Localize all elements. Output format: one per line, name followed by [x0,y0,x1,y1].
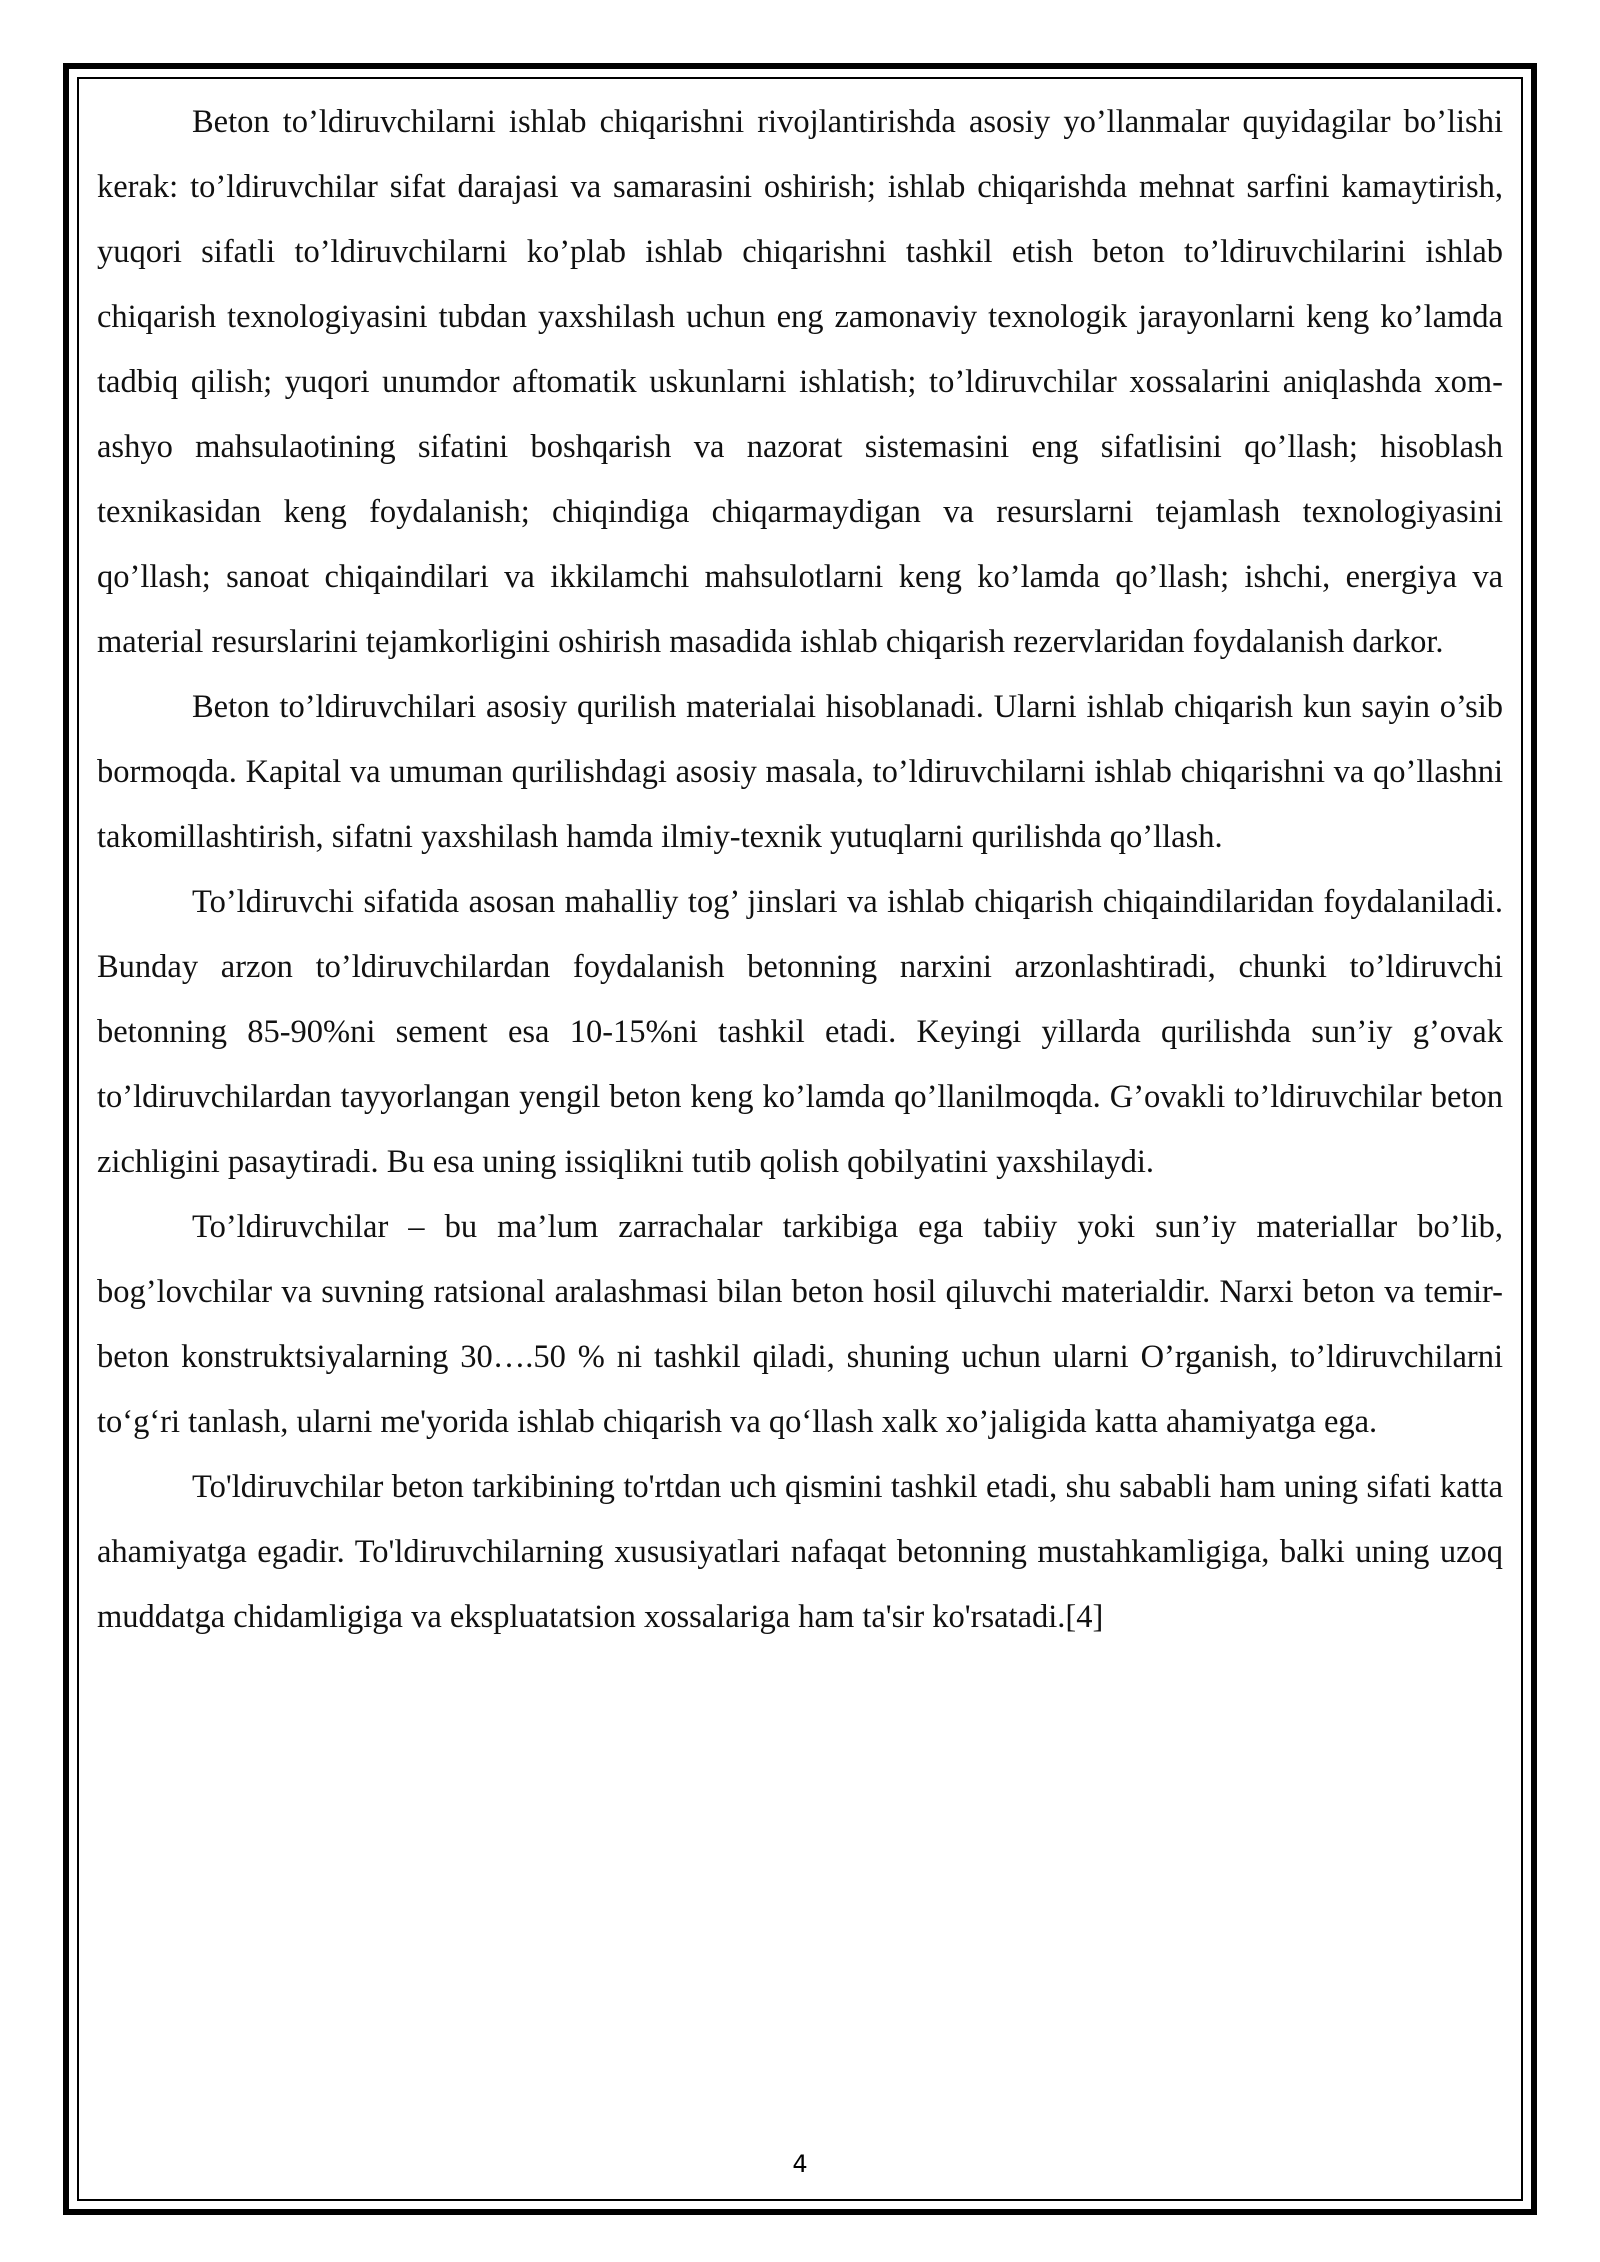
document-body [97,90,1503,1650]
paragraph: To’ldiruvchilar – bu ma’lum zarrachalar tarkibiga ega tabiiy yoki sun’iy materiallar bo’lib, bog’lovchilar va suvning ratsional aralashmasi bilan beton hosil qiluvchi materialdir. Narxi beton va temir-beton konstruktsiyalarning 30….50 % ni tashkil qiladi, shuning uchun ularni O’rganish, to’ldiruvchilarni to‘g‘ri tanlash, ularni me'yorida ishlab chiqarish va qo‘llash xalk xo’jaligida katta ahamiyatga ega. [97,1209,1503,1440]
paragraph: Beton to’ldiruvchilari asosiy qurilish materialai hisoblanadi. Ularni ishlab chiqarish kun sayin o’sib bormoqda. Kapital va umuman qurilishdagi asosiy masala, to’ldiruvchilarni ishlab chiqarishni va qo’llashni takomillashtirish, sifatni yaxshilash hamda ilmiy-texnik yutuqlarni qurilishda qo’llash. [97,689,1503,855]
paragraph: To’ldiruvchi sifatida asosan mahalliy tog’ jinslari va ishlab chiqarish chiqaindilaridan foydalaniladi. Bunday arzon to’ldiruvchilardan foydalanish betonning narxini arzonlashtiradi, chunki to’ldiruvchi betonning 85-90%ni sement esa 10-15%ni tashkil etadi. Keyingi yillarda qurilishda sun’iy g’ovak to’ldiruvchilardan tayyorlangan yengil beton keng ko’lamda qo’llanilmoqda. G’ovakli to’ldiruvchilar beton zichligini pasaytiradi. Bu esa uning issiqlikni tutib qolish qobilyatini yaxshilaydi. [97,884,1503,1180]
page-number: 4 [792,2150,808,2178]
paragraph: To'ldiruvchilar beton tarkibining to'rtdan uch qismini tashkil etadi, shu sababli ham uning sifati katta ahamiyatga egadir. To'ldiruvchilarning xususiyatlari nafaqat betonning mustahkamligiga, balki uning uzoq muddatga chidamligiga va ekspluatatsion xossalariga ham ta'sir ko'rsatadi.[4] [97,1469,1503,1635]
paragraph: Beton to’ldiruvchilarni ishlab chiqarishni rivojlantirishda asosiy yo’llanmalar quyidagilar bo’lishi kerak: to’ldiruvchilar sifat darajasi va samarasini oshirish; ishlab chiqarishda mehnat sarfini kamaytirish, yuqori sifatli to’ldiruvchilarni ko’plab ishlab chiqarishni tashkil etish beton to’ldiruvchilarini ishlab chiqarish texnologiyasini tubdan yaxshilash uchun eng zamonaviy texnologik jarayonlarni keng ko’lamda tadbiq qilish; yuqori unumdor aftomatik uskunlarni ishlatish; to’ldiruvchilar xossalarini aniqlashda xom-ashyo mahsulaotining sifatini boshqarish va nazorat sistemasini eng sifatlisini qo’llash; hisoblash texnikasidan keng foydalanish; chiqindiga chiqarmaydigan va resurslarni tejamlash texnologiyasini qo’llash; sanoat chiqaindilari va ikkilamchi mahsulotlarni keng ko’lamda qo’llash; ishchi, energiya va material resurslarini tejamkorligini oshirish masadida ishlab chiqarish rezervlaridan foydalanish darkor. [97,104,1503,660]
